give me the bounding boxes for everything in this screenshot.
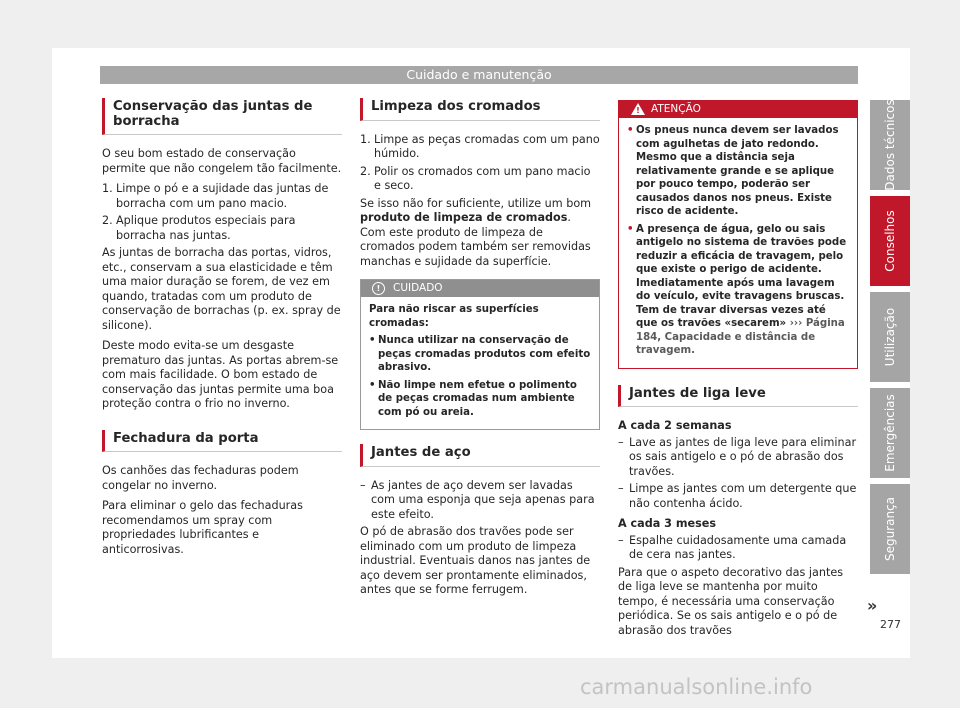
item-number: 2. [360,164,371,178]
tab-label: Segurança [883,496,897,562]
dash-marker: – [360,478,366,492]
item-text: Limpe as jantes com um detergente que não contenha ácido. [629,482,857,510]
bullet-item [369,379,591,420]
section-heading: Jantes de aço [360,444,600,467]
bullet-icon: • [627,223,634,235]
item-text: Limpe as peças cromadas com um pano húmido. [374,132,600,160]
tab-label: Conselhos [883,210,897,272]
list-item [102,182,342,211]
bullet-icon: • [369,379,376,391]
paragraph: O seu bom estado de conservação permite que não congelem tão facilmente. [102,147,342,175]
text-run: Se isso não for suficiente, utilize um bom [360,196,592,210]
continue-icon: » [867,596,878,615]
tab-seguranca[interactable] [870,484,910,574]
section-heading: Limpeza dos cromados [360,98,600,121]
numbered-list [360,133,600,194]
warning-body [619,118,857,368]
paragraph: O pó de abrasão dos travões pode ser eliminado com um produto de limpeza industrial. Eventuais danos nas jantes de aço devem ser prontamente eliminados, antes que se forme ferrugem. [360,525,591,596]
dash-item [360,479,600,523]
bullet-item [627,124,849,219]
dash-marker: – [618,482,624,495]
page-header: Cuidado e manutenção [100,66,858,84]
tab-utilizacao[interactable] [870,292,910,382]
subheading: A cada 3 meses [618,517,717,530]
caution-label: CUIDADO [393,282,443,294]
item-text: Limpe o pó e a sujidade das juntas de borracha com um pano macio. [116,182,329,210]
bullet-icon: • [627,125,634,136]
dash-item [618,436,858,480]
item-text: Polir os cromados com um pano macio e seco. [374,164,591,192]
item-text: Lave as jantes de liga leve para eliminar os sais antigelo e o pó de abrasão dos travões. [629,435,857,478]
item-text: As jantes de aço devem ser lavadas com uma esponja que seja apenas para este efeito. [371,478,595,521]
page-reference-link[interactable]: ››› Página 184, Capacidade e distância de travagem. [636,318,845,356]
section-heading: Conservação das juntas de borracha [102,98,342,135]
dash-marker: – [618,533,624,547]
bold-text: produto de limpeza de cromados [360,211,568,224]
column-3 [618,100,858,644]
caution-lead: Para não riscar as superfícies cromadas: [369,304,539,329]
dash-item [618,482,858,511]
dash-marker: – [618,435,624,449]
tab-dados-tecnicos[interactable] [870,100,910,190]
item-text: Espalhe cuidadosamente uma camada de cera nas jantes. [629,533,847,561]
column-2 [360,96,600,604]
bullet-text: Nunca utilizar na conservação de peças cromadas produtos com efeito abrasivo. [378,335,591,373]
paragraph: As juntas de borracha das portas, vidros, etc., conservam a sua elasticidade e têm uma maior duração se forem, de vez em quando, tratadas com um produto de conservação de borrachas (p. ex. spray de silicone). [102,246,341,332]
bullet-icon: • [369,335,376,346]
bullet-text: Não limpe nem efetue o polimento de peças cromadas num ambiente com pó ou areia. [378,379,577,418]
info-circle-icon: ! [372,282,385,295]
caution-box [360,279,600,430]
list-item [102,214,342,243]
bullet-text: Os pneus nunca devem ser lavados com agulhetas de jato redondo. Mesmo que a distância seja relativamente grande e se aplique por pouco tempo, poderão ser causados danos nos pneus. Existe risco de acidente. [636,125,839,217]
list-item [360,133,600,162]
paragraph [360,197,600,270]
text-run: . Com este produto de limpeza de cromados podem também ser removidas manchas e sujidade da superfície. [360,211,591,268]
bullet-text: A presença de água, gelo ou sais antigelo no sistema de travões pode reduzir a eficácia de travagem, pelo que existe o perigo de acidente. Imediatamente após uma lavagem do veículo, evite travagens bruscas. Tem de travar diversas vezes até que os travões «secarem» [636,223,847,329]
list-item [360,165,600,194]
section-heading: Jantes de liga leve [618,385,858,408]
bullet-item [369,334,591,375]
watermark: carmanualsonline.info [580,675,813,699]
section-heading: Fechadura da porta [102,430,342,453]
tab-label: Dados técnicos [883,99,897,191]
paragraph: Os canhões das fechaduras podem congelar no inverno. [102,464,299,492]
paragraph: Para que o aspeto decorativo das jantes de liga leve se mantenha por muito tempo, é necessária uma conservação periódica. Se os sais antigelo e o pó de abrasão dos travões [618,565,844,637]
subheading: A cada 2 semanas [618,419,732,432]
column-1 [102,96,342,563]
warning-label: ATENÇÃO [651,103,701,115]
caution-header [361,280,599,297]
caution-body [361,297,599,429]
item-text: Aplique produtos especiais para borracha nas juntas. [116,214,296,242]
warning-box [618,100,858,369]
tab-label: Emergências [883,394,897,472]
item-number: 1. [360,132,371,146]
numbered-list [102,182,342,243]
page-number: 277 [880,618,901,631]
exclamation-icon: ! [636,106,640,115]
item-number: 2. [102,214,113,227]
dash-item [618,534,858,563]
tab-conselhos[interactable] [870,196,910,286]
tab-emergencias[interactable] [870,388,910,478]
paragraph: Para eliminar o gelo das fechaduras recomendamos um spray com propriedades lubrificantes e anticorrosivas. [102,499,303,556]
bullet-item [627,223,849,358]
paragraph: Deste modo evita-se um desgaste prematuro das juntas. As portas abrem-se com mais facilidade. O bom estado de conservação das juntas permite uma boa proteção contra o frio no inverno. [102,339,339,410]
item-number: 1. [102,182,113,195]
warning-header [619,101,857,118]
tab-label: Utilização [883,307,897,367]
